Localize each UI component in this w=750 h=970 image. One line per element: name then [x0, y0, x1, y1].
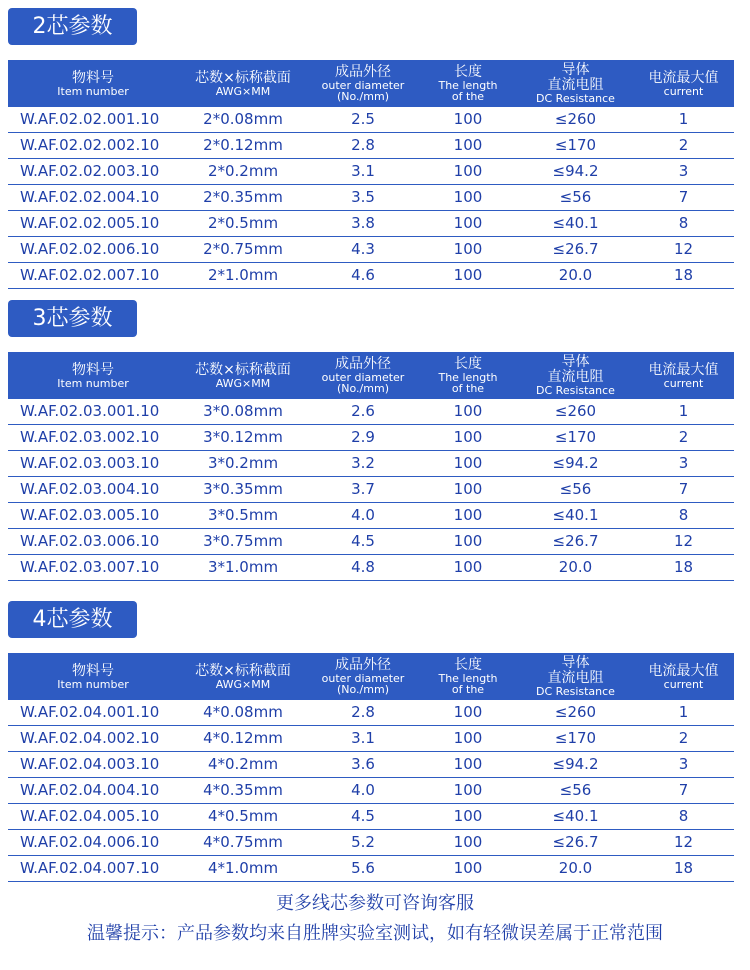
cell-item: W.AF.02.02.004.10 [8, 185, 178, 211]
cell-od: 4.3 [308, 237, 418, 263]
cell-length: 100 [418, 107, 518, 133]
cell-od: 5.2 [308, 830, 418, 856]
cell-item: W.AF.02.03.007.10 [8, 555, 178, 581]
header-item: 物料号 Item number [8, 653, 178, 700]
cell-od: 3.8 [308, 211, 418, 237]
cell-length: 100 [418, 555, 518, 581]
cell-od: 2.8 [308, 133, 418, 159]
header-od: 成品外径 outer diameter (No./mm) [308, 653, 418, 700]
cell-resistance: ≤260 [518, 399, 633, 425]
table-row [8, 529, 734, 555]
cell-resistance: 20.0 [518, 263, 633, 289]
cell-resistance: 20.0 [518, 555, 633, 581]
cell-current: 1 [633, 399, 734, 425]
cell-resistance: ≤94.2 [518, 451, 633, 477]
cell-length: 100 [418, 804, 518, 830]
cell-item: W.AF.02.03.006.10 [8, 529, 178, 555]
cell-current: 18 [633, 263, 734, 289]
table-row [8, 263, 734, 289]
cell-length: 100 [418, 133, 518, 159]
cell-length: 100 [418, 726, 518, 752]
cell-resistance: ≤40.1 [518, 804, 633, 830]
cell-od: 3.6 [308, 752, 418, 778]
header-spec: 芯数×标称截面 AWG×MM [178, 352, 308, 399]
cell-spec: 3*0.2mm [178, 451, 308, 477]
cell-resistance: ≤26.7 [518, 830, 633, 856]
cell-length: 100 [418, 237, 518, 263]
cell-item: W.AF.02.04.003.10 [8, 752, 178, 778]
cell-spec: 4*0.2mm [178, 752, 308, 778]
cell-resistance: ≤40.1 [518, 503, 633, 529]
cell-od: 3.1 [308, 159, 418, 185]
cell-item: W.AF.02.04.007.10 [8, 856, 178, 882]
cell-spec: 4*0.5mm [178, 804, 308, 830]
cell-spec: 3*0.5mm [178, 503, 308, 529]
cell-item: W.AF.02.02.002.10 [8, 133, 178, 159]
cell-spec: 4*1.0mm [178, 856, 308, 882]
section-title: 2芯参数 [8, 8, 137, 45]
cell-resistance: ≤56 [518, 185, 633, 211]
table-row [8, 752, 734, 778]
cell-length: 100 [418, 263, 518, 289]
cell-current: 18 [633, 856, 734, 882]
cell-od: 3.1 [308, 726, 418, 752]
cell-resistance: ≤26.7 [518, 529, 633, 555]
cell-current: 7 [633, 778, 734, 804]
header-resistance: 导体 直流电阻 DC Resistance [518, 653, 633, 700]
table-row [8, 159, 734, 185]
cell-current: 12 [633, 237, 734, 263]
table-row [8, 107, 734, 133]
cell-resistance: ≤40.1 [518, 211, 633, 237]
cell-resistance: ≤260 [518, 107, 633, 133]
footer-more-info: 更多线芯参数可咨询客服 [276, 893, 474, 914]
cell-current: 12 [633, 830, 734, 856]
cell-current: 8 [633, 804, 734, 830]
table-header-row [8, 653, 734, 700]
cell-resistance: ≤170 [518, 726, 633, 752]
header-od: 成品外径 outer diameter (No./mm) [308, 352, 418, 399]
header-resistance: 导体 直流电阻 DC Resistance [518, 352, 633, 399]
cell-item: W.AF.02.03.003.10 [8, 451, 178, 477]
table-row [8, 555, 734, 581]
cell-item: W.AF.02.03.002.10 [8, 425, 178, 451]
cell-resistance: ≤56 [518, 778, 633, 804]
cell-item: W.AF.02.04.004.10 [8, 778, 178, 804]
cell-length: 100 [418, 399, 518, 425]
cell-resistance: ≤260 [518, 700, 633, 726]
header-item: 物料号 Item number [8, 60, 178, 107]
cell-od: 2.9 [308, 425, 418, 451]
cell-resistance: ≤170 [518, 425, 633, 451]
cell-spec: 2*1.0mm [178, 263, 308, 289]
table-row [8, 211, 734, 237]
cell-resistance: ≤94.2 [518, 752, 633, 778]
table-row [8, 830, 734, 856]
spec-table [8, 352, 734, 581]
cell-od: 4.6 [308, 263, 418, 289]
cell-length: 100 [418, 700, 518, 726]
cell-length: 100 [418, 185, 518, 211]
table-row [8, 185, 734, 211]
cell-spec: 2*0.75mm [178, 237, 308, 263]
cell-od: 2.6 [308, 399, 418, 425]
cell-spec: 4*0.35mm [178, 778, 308, 804]
cell-spec: 2*0.12mm [178, 133, 308, 159]
cell-resistance: ≤170 [518, 133, 633, 159]
table-row [8, 700, 734, 726]
table-row [8, 804, 734, 830]
header-resistance: 导体 直流电阻 DC Resistance [518, 60, 633, 107]
cell-current: 3 [633, 159, 734, 185]
cell-current: 1 [633, 700, 734, 726]
cell-item: W.AF.02.02.007.10 [8, 263, 178, 289]
cell-item: W.AF.02.02.005.10 [8, 211, 178, 237]
table-row [8, 778, 734, 804]
cell-od: 3.2 [308, 451, 418, 477]
cell-length: 100 [418, 529, 518, 555]
table-header-row [8, 352, 734, 399]
header-length: 长度 The length of the [418, 352, 518, 399]
cell-item: W.AF.02.02.003.10 [8, 159, 178, 185]
cell-item: W.AF.02.03.005.10 [8, 503, 178, 529]
table-row [8, 399, 734, 425]
cell-spec: 4*0.08mm [178, 700, 308, 726]
cell-resistance: 20.0 [518, 856, 633, 882]
cell-length: 100 [418, 752, 518, 778]
cell-item: W.AF.02.03.004.10 [8, 477, 178, 503]
cell-spec: 4*0.75mm [178, 830, 308, 856]
cell-od: 4.0 [308, 778, 418, 804]
section-title: 3芯参数 [8, 300, 137, 337]
section-title: 4芯参数 [8, 601, 137, 638]
cell-length: 100 [418, 830, 518, 856]
cell-spec: 4*0.12mm [178, 726, 308, 752]
cell-length: 100 [418, 477, 518, 503]
table-row [8, 237, 734, 263]
header-od: 成品外径 outer diameter (No./mm) [308, 60, 418, 107]
cell-item: W.AF.02.04.002.10 [8, 726, 178, 752]
cell-current: 2 [633, 726, 734, 752]
cell-spec: 2*0.35mm [178, 185, 308, 211]
cell-spec: 3*1.0mm [178, 555, 308, 581]
cell-length: 100 [418, 211, 518, 237]
cell-current: 18 [633, 555, 734, 581]
cell-length: 100 [418, 778, 518, 804]
cell-spec: 3*0.75mm [178, 529, 308, 555]
table-row [8, 503, 734, 529]
footer-notice: 温馨提示：产品参数均来自胜牌实验室测试，如有轻微误差属于正常范围 [87, 923, 663, 944]
cell-current: 7 [633, 185, 734, 211]
cell-item: W.AF.02.04.001.10 [8, 700, 178, 726]
header-current: 电流最大值 current [633, 653, 734, 700]
cell-item: W.AF.02.03.001.10 [8, 399, 178, 425]
header-current: 电流最大值 current [633, 60, 734, 107]
cell-item: W.AF.02.04.005.10 [8, 804, 178, 830]
cell-od: 2.8 [308, 700, 418, 726]
cell-spec: 2*0.2mm [178, 159, 308, 185]
cell-spec: 3*0.35mm [178, 477, 308, 503]
cell-spec: 3*0.12mm [178, 425, 308, 451]
table-row [8, 477, 734, 503]
spec-table [8, 60, 734, 289]
cell-od: 3.5 [308, 185, 418, 211]
cell-current: 8 [633, 211, 734, 237]
cell-length: 100 [418, 159, 518, 185]
table-row [8, 425, 734, 451]
cell-current: 2 [633, 425, 734, 451]
spec-table [8, 653, 734, 882]
header-spec: 芯数×标称截面 AWG×MM [178, 653, 308, 700]
table-row [8, 726, 734, 752]
cell-od: 2.5 [308, 107, 418, 133]
cell-spec: 2*0.5mm [178, 211, 308, 237]
cell-length: 100 [418, 503, 518, 529]
cell-spec: 2*0.08mm [178, 107, 308, 133]
cell-current: 1 [633, 107, 734, 133]
cell-od: 5.6 [308, 856, 418, 882]
cell-od: 4.0 [308, 503, 418, 529]
table-row [8, 133, 734, 159]
cell-resistance: ≤94.2 [518, 159, 633, 185]
cell-item: W.AF.02.04.006.10 [8, 830, 178, 856]
cell-current: 3 [633, 752, 734, 778]
cell-length: 100 [418, 856, 518, 882]
cell-length: 100 [418, 425, 518, 451]
header-current: 电流最大值 current [633, 352, 734, 399]
cell-current: 2 [633, 133, 734, 159]
cell-od: 4.5 [308, 804, 418, 830]
cell-item: W.AF.02.02.006.10 [8, 237, 178, 263]
header-length: 长度 The length of the [418, 60, 518, 107]
cell-od: 4.8 [308, 555, 418, 581]
header-item: 物料号 Item number [8, 352, 178, 399]
cell-spec: 3*0.08mm [178, 399, 308, 425]
table-row [8, 856, 734, 882]
cell-od: 3.7 [308, 477, 418, 503]
cell-current: 7 [633, 477, 734, 503]
cell-current: 12 [633, 529, 734, 555]
cell-resistance: ≤56 [518, 477, 633, 503]
cell-length: 100 [418, 451, 518, 477]
cell-od: 4.5 [308, 529, 418, 555]
cell-item: W.AF.02.02.001.10 [8, 107, 178, 133]
header-spec: 芯数×标称截面 AWG×MM [178, 60, 308, 107]
table-header-row [8, 60, 734, 107]
cell-resistance: ≤26.7 [518, 237, 633, 263]
cell-current: 3 [633, 451, 734, 477]
table-row [8, 451, 734, 477]
header-length: 长度 The length of the [418, 653, 518, 700]
cell-current: 8 [633, 503, 734, 529]
